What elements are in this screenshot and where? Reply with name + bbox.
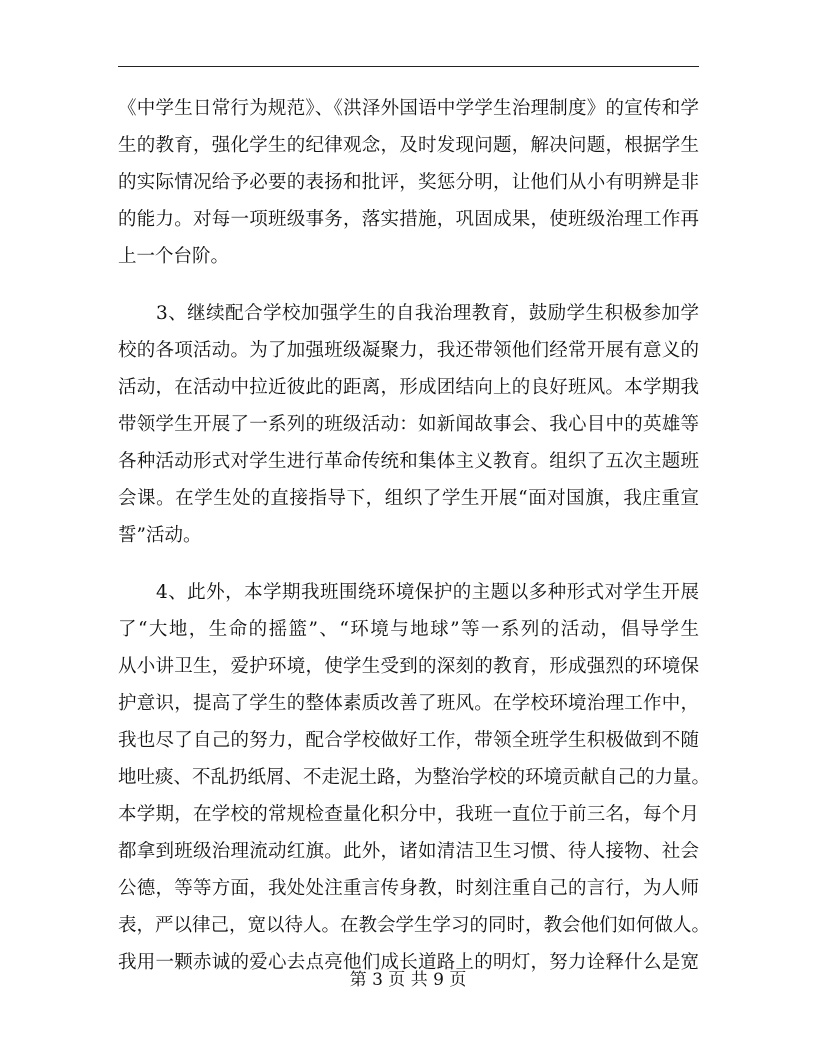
text-line: 会课。在学生处的直接指导下，组织了学生开展“面对国旗，我庄重宣	[118, 488, 699, 509]
text-line: 从小讲卫生，爱护环境，使学生受到的深刻的教育，形成强烈的环境保	[118, 656, 699, 677]
text-line: 3、继续配合学校加强学生的自我治理教育，鼓励学生积极参加学	[118, 303, 699, 324]
text-line: 我也尽了自己的努力，配合学校做好工作，带领全班学生积极做到不随	[118, 730, 699, 751]
text-line: 表，严以律己，宽以待人。在教会学生学习的同时，教会他们如何做人。	[118, 915, 711, 936]
text-line: 都拿到班级治理流动红旗。此外，诸如清洁卫生习惯、待人接物、社会	[118, 841, 699, 862]
text-line: 公德，等等方面，我处处注重言传身教，时刻注重自己的言行，为人师	[118, 878, 699, 899]
text-line: 上一个台阶。	[118, 246, 230, 267]
text-line: 誓”活动。	[118, 525, 202, 546]
text-line: 4、此外，本学期我班围绕环境保护的主题以多种形式对学生开展	[118, 582, 699, 603]
text-line: 带领学生开展了一系列的班级活动：如新闻故事会、我心目中的英雄等	[118, 414, 699, 435]
text-line: 护意识，提高了学生的整体素质改善了班风。在学校环境治理工作中，	[118, 693, 699, 714]
header-rule	[118, 66, 699, 67]
text-line: 地吐痰、不乱扔纸屑、不走泥土路，为整治学校的环境贡献自己的力量。	[118, 767, 711, 788]
text-line: 校的各项活动。为了加强班级凝聚力，我还带领他们经常开展有意义的	[118, 340, 699, 361]
text-line: 本学期，在学校的常规检查量化积分中，我班一直位于前三名，每个月	[118, 804, 699, 825]
text-line: 各种活动形式对学生进行革命传统和集体主义教育。组织了五次主题班	[118, 451, 699, 472]
text-line: 活动，在活动中拉近彼此的距离，形成团结向上的良好班风。本学期我	[118, 377, 699, 398]
page-number: 第 3 页 共 9 页	[349, 970, 467, 990]
text-line: 我用一颗赤诚的爱心去点亮他们成长道路上的明灯，努力诠释什么是宽	[118, 952, 699, 973]
text-line: 的实际情况给予必要的表扬和批评，奖惩分明，让他们从小有明辨是非	[118, 172, 699, 193]
text-line: 了“大地，生命的摇篮”、“环境与地球”等一系列的活动，倡导学生	[118, 619, 699, 640]
document-body	[118, 90, 711, 1001]
text-line: 《中学生日常行为规范》、《洪泽外国语中学学生治理制度》的宣传和学	[118, 98, 699, 119]
text-line: 的能力。对每一项班级事务，落实措施，巩固成果，使班级治理工作再	[118, 209, 699, 230]
paragraph-1	[118, 90, 699, 275]
paragraph-3	[118, 574, 711, 981]
paragraph-2	[118, 295, 699, 554]
text-line: 生的教育，强化学生的纪律观念，及时发现问题，解决问题，根据学生	[118, 135, 699, 156]
